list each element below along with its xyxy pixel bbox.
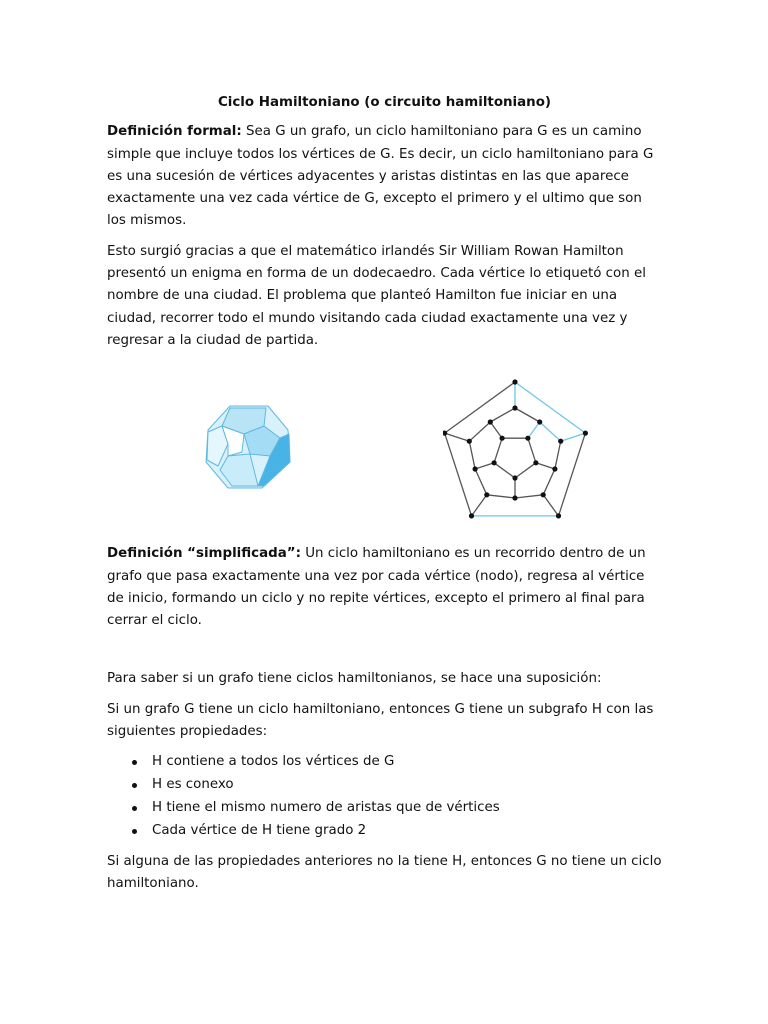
graph-edge bbox=[555, 441, 561, 469]
graph-edge bbox=[528, 438, 536, 463]
graph-edge bbox=[515, 408, 540, 422]
graph-vertex bbox=[533, 460, 538, 465]
graph-vertex bbox=[473, 467, 478, 472]
formal-definition-paragraph bbox=[107, 121, 662, 232]
graph-edge bbox=[515, 463, 536, 478]
list-item: H contiene a todos los vértices de G bbox=[152, 751, 662, 774]
graph-edge bbox=[528, 422, 540, 438]
graph-edge bbox=[559, 433, 586, 516]
history-paragraph: Esto surgió gracias a que el matemático irlandés Sir William Rowan Hamilton presentó un enigma en forma de un dodecaedro. Cada vértice lo etiquetó con el nombre de una ciudad. El problema que planteó Hamilton fue iniciar en una ciudad, recorrer todo el mundo visitando cada ciudad exactamente una vez y regresar a la ciudad de partida. bbox=[107, 243, 646, 348]
graph-edge bbox=[445, 433, 472, 516]
graph-vertex bbox=[512, 496, 517, 501]
graph-vertex bbox=[583, 431, 588, 436]
list-item: H es conexo bbox=[152, 774, 662, 797]
graph-vertex bbox=[525, 436, 530, 441]
graph-edge bbox=[487, 495, 515, 498]
supposition-paragraph: Para saber si un grafo tiene ciclos hamiltonianos, se hace una suposición: bbox=[107, 671, 602, 687]
graph-edge bbox=[490, 408, 515, 422]
graph-edge bbox=[543, 469, 555, 495]
graph-edge bbox=[561, 433, 586, 441]
graph-edge bbox=[543, 495, 558, 516]
graph-vertex bbox=[512, 406, 517, 411]
properties-list bbox=[107, 751, 662, 842]
graph-vertex bbox=[469, 514, 474, 519]
dodecahedron-graph-icon bbox=[443, 374, 591, 522]
formal-definition-label: Definición formal: bbox=[107, 124, 242, 140]
graph-vertex bbox=[552, 467, 557, 472]
graph-vertex bbox=[541, 492, 546, 497]
spacer bbox=[107, 640, 662, 668]
graph-vertex bbox=[488, 420, 493, 425]
graph-edge bbox=[469, 441, 475, 469]
graph-edge bbox=[494, 463, 515, 478]
graph-edge bbox=[540, 422, 561, 441]
graph-vertex bbox=[537, 420, 542, 425]
list-item: H tiene el mismo numero de aristas que de vértices bbox=[152, 797, 662, 820]
list-item: Cada vértice de H tiene grado 2 bbox=[152, 820, 662, 843]
page-title: Ciclo Hamiltoniano (o circuito hamiltoniano) bbox=[217, 95, 552, 110]
graph-edge bbox=[490, 422, 502, 438]
graph-edge bbox=[469, 422, 490, 441]
graph-edge bbox=[515, 382, 585, 433]
graph-edge bbox=[475, 469, 487, 495]
graph-vertex bbox=[492, 460, 497, 465]
graph-vertex bbox=[484, 492, 489, 497]
graph-edge bbox=[494, 438, 502, 463]
graph-vertex bbox=[500, 436, 505, 441]
graph-vertex bbox=[556, 514, 561, 519]
simplified-definition-label: Definición “simplificada”: bbox=[107, 546, 301, 562]
graph-vertex bbox=[512, 476, 517, 481]
graph-edge bbox=[445, 382, 515, 433]
graph-vertex bbox=[558, 439, 563, 444]
graph-edge bbox=[475, 463, 494, 469]
formal-definition-text: Sea G un grafo, un ciclo hamiltoniano para G es un camino simple que incluye todos los vértices de G. Es decir, un ciclo hamiltoniano para G es una sucesión de vértices adyacentes y aristas distintas en las que aparece exactamente una vez cada vértice de G, excepto el primero y el ultimo que son los mismos. bbox=[107, 124, 654, 229]
conclusion-paragraph: Si alguna de las propiedades anteriores no la tiene H, entonces G no tiene un ciclo hamiltoniano. bbox=[107, 853, 662, 891]
graph-edge bbox=[472, 495, 487, 516]
simplified-definition-paragraph bbox=[107, 543, 662, 632]
graph-vertex bbox=[467, 439, 472, 444]
dodecahedron-icon bbox=[202, 404, 294, 490]
graph-vertex bbox=[512, 380, 517, 385]
simplified-definition-text: Un ciclo hamiltoniano es un recorrido dentro de un grafo que pasa exactamente una vez por cada vértice (nodo), regresa al vértice de inicio, formando un ciclo y no repite vértices, excepto el primero al final para cerrar el ciclo. bbox=[107, 546, 646, 629]
properties-intro-paragraph: Si un grafo G tiene un ciclo hamiltoniano, entonces G tiene un subgrafo H con las siguientes propiedades: bbox=[107, 701, 654, 740]
graph-edge bbox=[445, 433, 470, 441]
graph-edge bbox=[536, 463, 555, 469]
figures-row bbox=[107, 360, 662, 535]
graph-edge bbox=[515, 495, 543, 498]
